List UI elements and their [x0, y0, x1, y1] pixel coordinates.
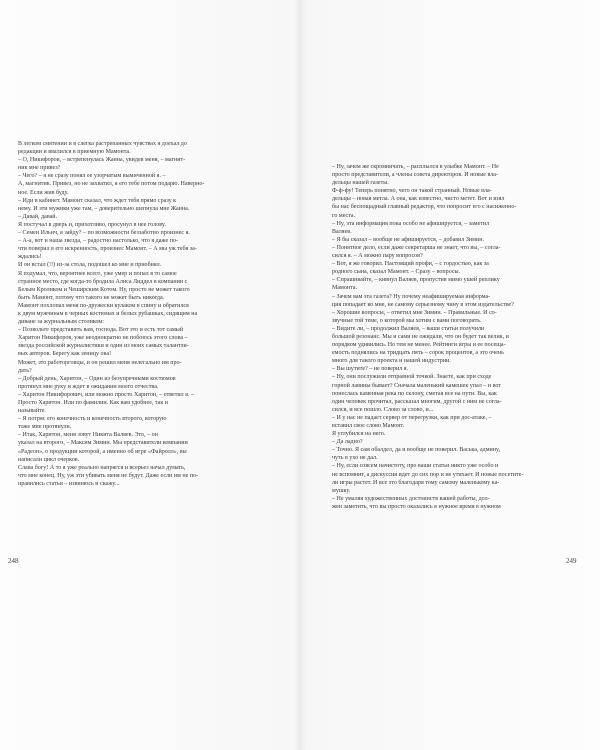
- text-line: Харитон Никифоров, уже неоднократно не побоюсь этого слова –: [18, 335, 188, 342]
- text-line: Валяев.: [332, 228, 352, 235]
- text-line: дать?: [18, 367, 32, 374]
- text-line: сился, и все пошло. Слово за слово, и...: [332, 406, 434, 413]
- text-line: диване за журнальным столиком:: [18, 319, 104, 326]
- text-line: понеслась каменная река по склону, сметая все на пути. Вы, как: [332, 390, 497, 397]
- text-line: дельцы нашей газеты.: [332, 180, 389, 187]
- text-line: – Ну, если совсем начистоту, про ваши статьи никто уже особо и: [332, 463, 499, 470]
- text-line: чуть в ухо не дал.: [332, 455, 378, 462]
- text-line: – Вот, я же говорил. Настоящий профи, – с гордостью, как за: [332, 261, 489, 268]
- text-line: чти поверил в его искренность, произнес Мамонт. – А мы уж тебя за-: [18, 246, 197, 253]
- text-line: ция попадает ко мне, не самому серьезному чину в этом издательстве?: [332, 301, 514, 308]
- text-line: емость поднялись на тридцать пять – сорок процентов, а это очень: [332, 350, 504, 357]
- text-line: Просто Харитон. Или по фамилии. Как вам удобнее, так и: [18, 400, 168, 406]
- text-line: вых авторов. Берегу как зеницу ока!: [18, 351, 112, 358]
- text-line: Я постучал в дверь и, прихотливо, просунул в нее голову.: [18, 221, 166, 228]
- text-line: мушку.: [332, 487, 351, 494]
- text-line: много для такого проекта и нашей индустрии.: [332, 358, 451, 365]
- text-line: – Зачем вам эта газета? Ну почему неафишируемая информа-: [332, 293, 491, 300]
- text-line: – Спрашивайте, – кивнул Валяев, пропустив мимо ушей реплику: [332, 277, 500, 284]
- text-line: го места.: [332, 212, 356, 219]
- text-line: жен заметить, что вы просто оказались в нужное время в нужном: [332, 503, 501, 510]
- text-line: Я углубился на него.: [332, 431, 386, 438]
- text-line: нравились статьи – извинюсь и скажу...: [18, 480, 120, 487]
- text-line: родного сына, сказал Мамонт. – Сразу – вопросы.: [332, 269, 461, 276]
- text-line: нему. И эти мужики уже там, – доверительно шепнула мне Жанна.: [18, 205, 190, 212]
- text-line: Мамонта.: [332, 285, 358, 292]
- text-line: указал на второго, – Максим Зимин. Мы представители компании: [18, 440, 188, 447]
- text-line: не вспомнит, а дискуссия идет до сих пор и не утихает. И новые посетите-: [332, 471, 524, 478]
- text-line: – О, Никифоров, – встрепенулась Жанна, увидев меня, – магнит-: [18, 157, 186, 164]
- text-line: ное. Если жив буду.: [18, 189, 69, 196]
- text-line: ждались!: [18, 254, 42, 261]
- text-line: Белым Кроликом и Чеширским Котом. Ну, просто не может такого: [18, 286, 190, 293]
- text-line: звезда российской журналистики и один из моих самых талантли-: [18, 343, 189, 350]
- text-line: – И у нас не падает сервер от перегрузки, как при доc-атаке, –: [332, 414, 492, 421]
- text-line: ник мне привез?: [18, 165, 61, 172]
- text-line: – Харитон Никифорович, или можно просто Харитон, – ответил я. –: [18, 391, 194, 398]
- text-line: звучные той теме, о которой мы хотим с вами поговорить.: [332, 317, 482, 324]
- text-line: Ф-ф-фу! Теперь понятно, чего он такой странный. Новые вла-: [332, 188, 492, 195]
- text-line: «Радеон», о продукции которой, а именно об игре «Файролл», вы: [18, 448, 187, 455]
- text-line: написали цикл очерков.: [18, 456, 80, 463]
- text-line: – Да ладно?: [332, 439, 363, 446]
- text-line: дельцы – новая метла. А она, как известно, чисто метет. Вот и взял: [332, 196, 505, 203]
- text-line: большой резонанс. Мы и сами не ожидали, что он будет так велик, и: [332, 333, 509, 340]
- text-line: что мне конец. Ну, уж эти убивать меня не будут. Даже если им не по-: [18, 472, 199, 479]
- text-line: – А-а, вот и наша звезда, – радостно настолько, что я даже по-: [18, 238, 178, 245]
- text-line: протянул мне руку и ждет в ожидании моего отчества.: [18, 383, 159, 390]
- text-line: – Я бы сказал – вообще не афишируется, – добавил Зимин.: [332, 236, 484, 243]
- text-line: В легком смятении и в слегка растрепанных чувствах я доехал до: [18, 141, 187, 147]
- text-line: – Итак, Харитон, меня зовут Никита Валяев. Это, – он: [18, 432, 158, 439]
- text-line: – Я потряс его конечность и конечность второго, которую: [18, 416, 167, 423]
- left-page-text: [8, 140, 266, 488]
- text-line: – Давай, давай.: [18, 213, 58, 220]
- text-line: – Ну, они послужили отправной точкой. Знаете, как при сходе: [332, 374, 492, 381]
- text-line: – Позвольте представить вам, господа. Вот это и есть тот самый: [18, 327, 184, 334]
- text-line: ли игры растет. И все это благодаря тому самому маленькому ка-: [332, 479, 500, 486]
- text-line: порядком удивились. Но тем не менее. Рейтинги игры и ее посеща-: [332, 342, 506, 349]
- text-line: бы нас беспощадный главный редактор, что попросит его с насиженно-: [332, 204, 517, 211]
- text-line: – Ну, зачем же скромничать, – расплылся в улыбке Мамонт. – Не: [332, 164, 499, 170]
- text-line: быть Мамонт, потому что такого не может быть никогда.: [18, 294, 165, 301]
- text-line: – Иди в кабинет. Мамонт сказал, что ждет тебя прямо сразу к: [18, 197, 177, 204]
- text-line: сился я. – А можно пару вопросов?: [332, 253, 423, 260]
- text-line: Мамонт похлопал меня по-дружески кулаком в спину и обратился: [18, 302, 189, 309]
- text-line: – Хорошие вопросы, – ответил мне Зимин. – Правильные. И со-: [332, 309, 497, 316]
- text-line: тоже мне протянули.: [18, 424, 72, 431]
- text-line: горной лавины бывает? Сначала маленький камешек упал – и вот: [332, 382, 501, 389]
- text-line: к двум мужчинам в черных костюмах и белых рубашках, сидящим на: [18, 310, 198, 317]
- text-line: – Семен Ильич, я зайду? – по возможности беззаботно произнес я.: [18, 230, 190, 237]
- right-page-text: [322, 163, 580, 511]
- text-line: А, магнитик. Привез, но не захватил, я его тебе потом подарю. Наверно-: [18, 181, 205, 188]
- text-line: просто представители, а члены совета директоров. И новые вла-: [332, 172, 498, 179]
- text-line: один человек прочитал, рассказал многим, другой с ним не согла-: [332, 398, 502, 405]
- text-line: – Ну, эта информация пока особо не афишируется, – заметил: [332, 220, 490, 227]
- text-line: – Понятное дело, если даже секретарша не знает, что вы, – согла-: [332, 244, 501, 251]
- text-line: – Чего? – я не сразу понял ее узорчатым вымиченной я. –: [18, 173, 166, 180]
- text-line: И он встал (!!) из-за стола, подошел ко мне и приобнял.: [18, 262, 162, 269]
- right-page-number: 249: [566, 557, 577, 565]
- text-line: странное место, где когда-то бродила Алиса Лиддел в компании с: [18, 278, 188, 285]
- text-line: – Видите ли, – продолжил Валяев, – ваши статьи получили: [332, 325, 485, 332]
- text-line: – Не умаляя художественных достоинств вашей работы, дол-: [332, 495, 490, 502]
- text-line: называйте.: [18, 408, 46, 415]
- text-line: – Точно. Я сам обалдел, да и вообще не поверил. Васька, админу,: [332, 447, 500, 454]
- text-line: – Вы шутите? – не поверил я.: [332, 366, 409, 373]
- text-line: Я подумал, что, вероятнее всего, уже умер и попал в то самое: [18, 270, 177, 277]
- text-line: Слава богу! А то я уже реально напрягся и всерьез начал думать,: [18, 464, 186, 471]
- text-line: вставил свое слово Мамонт.: [332, 423, 405, 429]
- text-line: редакции и ввалился в приемную Мамонта.: [18, 149, 131, 156]
- text-line: – Добрый день, Харитон, – Один из безупречными костюмов: [18, 375, 176, 382]
- left-page-number: 248: [8, 557, 19, 565]
- text-line: Может, это работорговцы, и он решил меня нелегально им про-: [18, 359, 182, 366]
